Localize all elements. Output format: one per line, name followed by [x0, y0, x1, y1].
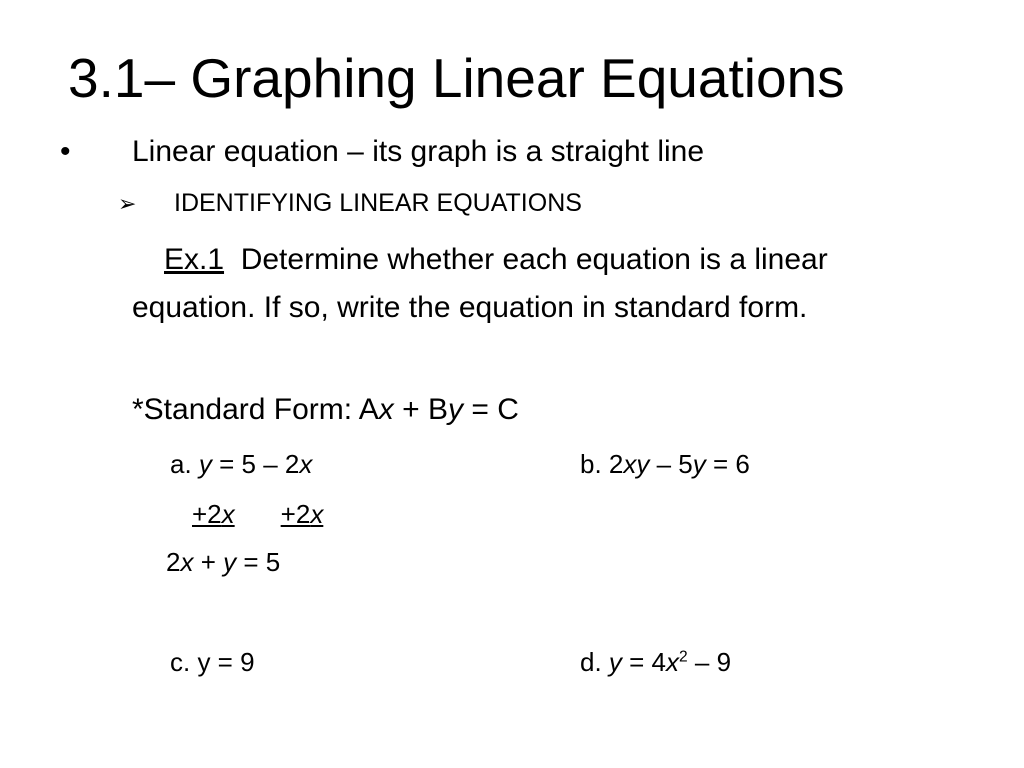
step2-plus: +	[193, 547, 224, 577]
equation-b-xy: xy	[623, 449, 650, 479]
standard-form-y: y	[448, 393, 463, 426]
slide-title: 3.1– Graphing Linear Equations	[68, 47, 845, 109]
example-label: Ex.1	[164, 243, 225, 276]
equation-a-step2	[166, 545, 280, 579]
example-paragraph	[132, 236, 952, 332]
standard-form-suffix: = C	[463, 393, 519, 426]
equation-d	[580, 645, 731, 679]
equation-a-rest: = 5 – 2	[211, 449, 300, 479]
step1-right-x: x	[310, 499, 324, 529]
equation-a	[170, 447, 312, 481]
step1-left: +2	[192, 499, 222, 529]
step2-coef: 2	[166, 547, 181, 577]
bullet-icon: •	[60, 135, 71, 168]
equation-b	[580, 447, 750, 481]
equation-a-y: y	[198, 449, 212, 479]
equation-d-x: x	[666, 647, 680, 677]
equation-b-mid: – 5	[649, 449, 693, 479]
equation-b-y: y	[692, 449, 706, 479]
equation-a-step1	[192, 497, 323, 531]
equation-d-y: y	[608, 647, 622, 677]
step2-x: x	[180, 547, 194, 577]
equation-d-exponent: 2	[679, 648, 688, 666]
standard-form-x: x	[378, 393, 394, 426]
step2-rest: = 5	[236, 547, 281, 577]
equation-b-rest: = 6	[705, 449, 750, 479]
step1-left-x: x	[221, 499, 235, 529]
example-text: Determine whether each equation is a linear equation. If so, write the equation in standard form.	[132, 243, 828, 324]
subheading: IDENTIFYING LINEAR EQUATIONS	[174, 189, 582, 217]
step1-right: +2	[280, 499, 311, 529]
equation-d-rest: – 9	[687, 647, 732, 677]
bullet-text: Linear equation – its graph is a straight line	[132, 135, 705, 168]
equation-c: c. y = 9	[170, 647, 255, 677]
equation-b-label: b. 2	[580, 449, 624, 479]
equation-a-x: x	[299, 449, 313, 479]
step2-y: y	[223, 547, 237, 577]
standard-form	[132, 390, 519, 430]
equation-a-label: a.	[170, 449, 199, 479]
arrow-bullet-icon: ➢	[118, 191, 137, 216]
equation-d-label: d.	[580, 647, 609, 677]
equation-d-mid: = 4	[621, 647, 667, 677]
standard-form-prefix: *Standard Form: A	[132, 393, 379, 426]
standard-form-mid: + B	[393, 393, 448, 426]
